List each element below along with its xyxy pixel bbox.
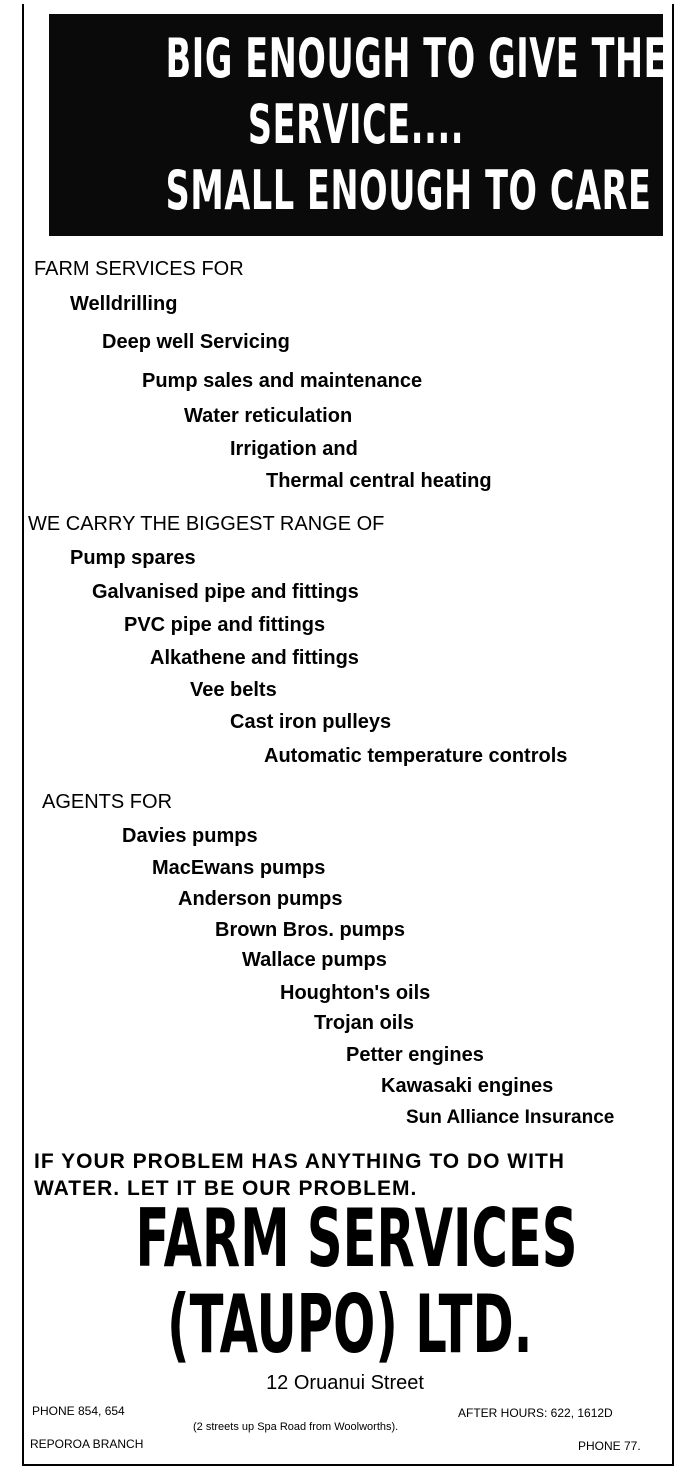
range-item: PVC pipe and fittings (124, 614, 326, 636)
service-item: Welldrilling (70, 293, 178, 315)
service-item: Water reticulation (184, 405, 353, 427)
agents-heading: AGENTS FOR (42, 791, 173, 813)
service-item: Pump sales and maintenance (142, 370, 423, 392)
directions-note: (2 streets up Spa Road from Woolworths). (193, 1421, 399, 1433)
branch-label: REPOROA BRANCH (30, 1437, 144, 1451)
range-item: Automatic temperature controls (264, 745, 568, 767)
agent-item: Anderson pumps (178, 888, 343, 910)
agent-item: Trojan oils (314, 1012, 415, 1034)
service-item: Thermal central heating (266, 470, 492, 492)
range-item: Pump spares (70, 547, 196, 569)
range-item: Alkathene and fittings (150, 647, 359, 669)
range-item: Vee belts (190, 679, 277, 701)
closing-line-2: WATER. LET IT BE OUR PROBLEM. (34, 1177, 418, 1200)
banner-line-1: BIG ENOUGH TO GIVE THE (165, 27, 668, 90)
branch-phone: PHONE 77. (578, 1439, 641, 1453)
banner-line-2: SERVICE.... (247, 93, 465, 156)
agent-item: Davies pumps (122, 825, 258, 847)
service-item: Deep well Servicing (102, 331, 290, 353)
closing-line-1: IF YOUR PROBLEM HAS ANYTHING TO DO WITH (34, 1150, 565, 1173)
agent-item: Sun Alliance Insurance (406, 1107, 615, 1128)
agent-item: Petter engines (346, 1044, 484, 1066)
farm-services-heading: FARM SERVICES FOR (34, 258, 244, 280)
street-address: 12 Oruanui Street (266, 1372, 424, 1394)
range-heading: WE CARRY THE BIGGEST RANGE OF (28, 513, 385, 535)
company-name-line-2: (TAUPO) LTD. (167, 1278, 533, 1371)
range-item: Cast iron pulleys (230, 711, 392, 733)
agent-item: Wallace pumps (242, 949, 387, 971)
service-item: Irrigation and (230, 438, 358, 460)
range-item: Galvanised pipe and fittings (92, 581, 359, 603)
company-name-line-1: FARM SERVICES (135, 1192, 578, 1285)
headline-banner (49, 14, 668, 236)
agent-item: MacEwans pumps (152, 857, 326, 879)
after-hours-phone: AFTER HOURS: 622, 1612D (458, 1406, 613, 1420)
agent-item: Houghton's oils (280, 982, 431, 1004)
phone-number: PHONE 854, 654 (32, 1404, 125, 1418)
banner-line-3: SMALL ENOUGH TO CARE (165, 159, 652, 222)
agent-item: Kawasaki engines (381, 1075, 554, 1097)
agent-item: Brown Bros. pumps (215, 919, 406, 941)
